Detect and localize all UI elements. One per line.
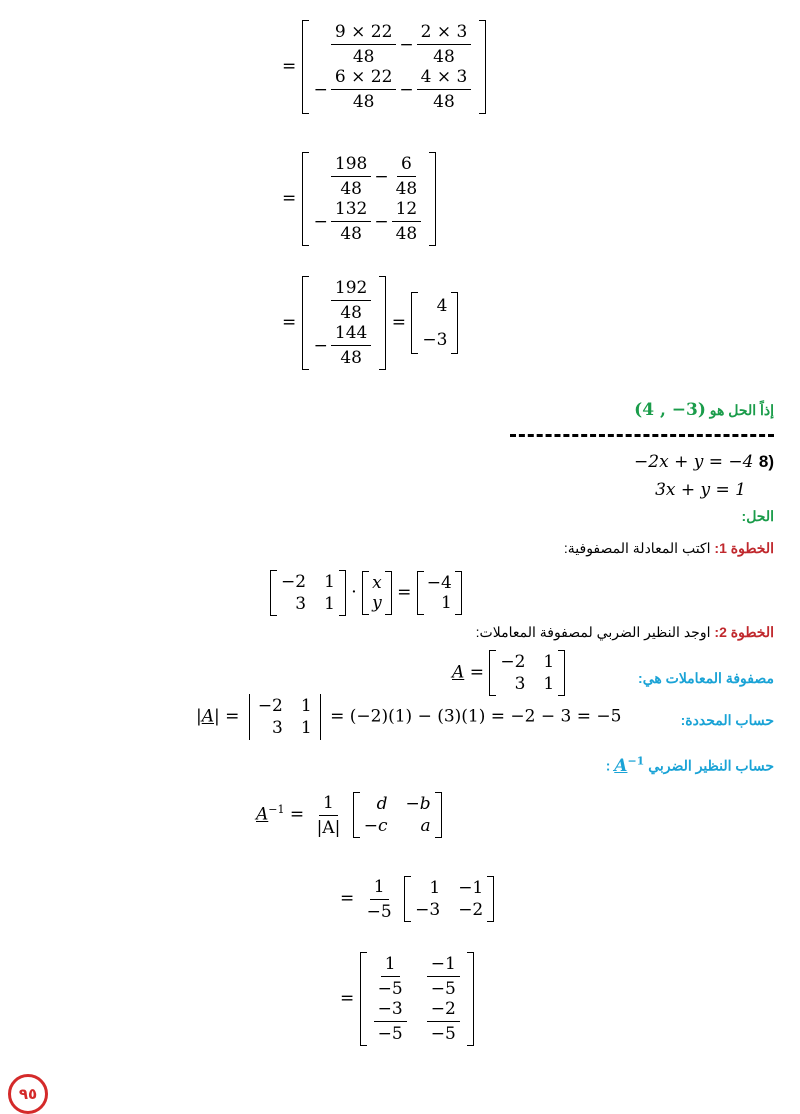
- equals-sign: =: [282, 56, 297, 77]
- matrix-name: A: [452, 662, 465, 683]
- fraction-denominator: 48: [395, 224, 418, 244]
- fraction-denominator: 48: [340, 348, 362, 368]
- step-label: الخطوة 2:: [714, 624, 774, 640]
- minus-sign: −: [399, 79, 414, 100]
- solution-heading: الحل:: [741, 508, 774, 524]
- fraction-numerator: −1: [427, 954, 460, 977]
- minus-sign: −: [374, 211, 389, 232]
- dot-operator: ·: [351, 582, 357, 603]
- determinant-label: حساب المحددة:: [680, 712, 774, 728]
- colon: :: [605, 757, 611, 774]
- fraction-denominator: 48: [352, 92, 375, 112]
- top-fraction-matrix: [282, 20, 486, 114]
- coeff-matrix-expression: [452, 650, 565, 696]
- matrix-name: A: [256, 804, 269, 825]
- step-text: اوجد النظير الضربي لمصفوفة المعاملات:: [475, 624, 711, 640]
- second-fraction-matrix: [282, 152, 436, 246]
- fraction-denominator: 48: [340, 224, 362, 244]
- matrix-name: A: [201, 706, 215, 727]
- equals-sign: =: [225, 706, 240, 727]
- solution-value: (4 , −3): [634, 400, 706, 420]
- fraction-numerator: −3: [374, 999, 407, 1022]
- section-divider: [510, 434, 774, 437]
- fraction-denominator: −5: [430, 1024, 456, 1044]
- fraction-denominator: 48: [395, 179, 418, 199]
- fraction-denominator: 48: [433, 47, 455, 67]
- adjugate-matrix: 1 −1 −3 −2: [404, 876, 494, 922]
- fraction-numerator: 2 × 3: [417, 22, 472, 45]
- fraction-numerator: 1: [370, 877, 389, 900]
- fraction-denominator: 48: [340, 303, 362, 323]
- fraction-numerator: 6: [397, 154, 416, 177]
- fraction-numerator: 9 × 22: [331, 22, 397, 45]
- equals-sign: =: [469, 662, 484, 683]
- inverse-formula: [256, 792, 442, 838]
- third-fraction-matrix: [282, 276, 458, 370]
- minus-sign: −: [313, 79, 328, 100]
- fraction-numerator: 12: [392, 199, 422, 222]
- vector-entry: 4: [436, 296, 448, 316]
- equals-sign: =: [340, 888, 355, 909]
- minus-sign: −: [399, 34, 414, 55]
- page-number: ٩٥: [18, 1085, 38, 1103]
- equals-sign: =: [340, 988, 355, 1009]
- fraction-numerator: −2: [427, 999, 460, 1022]
- equals-sign: =: [391, 312, 407, 333]
- fraction-numerator: 4 × 3: [417, 67, 472, 90]
- equation-2: 3x + y = 1: [655, 480, 746, 500]
- step-1: [564, 540, 774, 557]
- fraction-numerator: 132: [331, 199, 371, 222]
- coeff-matrix-label: مصفوفة المعاملات هي:: [638, 670, 774, 686]
- solution-label: إذاً الحل هو: [709, 402, 774, 418]
- page-number-badge: [8, 1074, 48, 1114]
- step-2: [476, 624, 774, 641]
- problem-equations: [634, 448, 774, 504]
- determinant-matrix: −2 1 3 1: [245, 694, 325, 740]
- inverse-heading-label: حساب النظير الضربي: [648, 757, 774, 774]
- fraction-numerator: 144: [331, 323, 371, 346]
- matrix-equation: [270, 570, 462, 616]
- inverse-numeric: [340, 876, 494, 922]
- problem-number: 8): [758, 452, 774, 471]
- fraction-denominator: −5: [430, 979, 456, 999]
- fraction-denominator: |A|: [316, 817, 341, 838]
- fraction-numerator: 192: [331, 278, 371, 301]
- coefficient-matrix: −2 1 3 1: [270, 570, 346, 616]
- matrix-name: A: [614, 755, 628, 776]
- fraction-denominator: 48: [340, 179, 362, 199]
- equals-sign: =: [282, 312, 297, 333]
- constant-vector: −4 1: [417, 571, 462, 615]
- solution-statement: [634, 400, 774, 420]
- equals-sign: =: [289, 804, 305, 825]
- fraction-denominator: −5: [377, 1024, 403, 1044]
- equals-sign: =: [397, 582, 412, 603]
- inverse-matrix: [360, 952, 474, 1046]
- bracket-matrix: [302, 20, 487, 114]
- determinant-expansion: = (−2)(1) − (3)(1) = −2 − 3 = −5: [330, 706, 622, 727]
- equation-1: −2x + y = −4: [634, 452, 754, 472]
- inverse-exponent: −1: [268, 802, 285, 816]
- inverse-heading: [606, 754, 774, 776]
- bracket-matrix: [302, 152, 437, 246]
- adjugate-matrix: d −b −c a: [353, 792, 442, 838]
- step-text: اكتب المعادلة المصفوفية:: [563, 540, 711, 556]
- result-vector: [411, 292, 458, 354]
- fraction-numerator: 6 × 22: [331, 67, 397, 90]
- fraction-denominator: −5: [377, 979, 403, 999]
- minus-sign: −: [313, 335, 328, 356]
- vector-entry: −3: [422, 330, 448, 350]
- bracket-matrix: [302, 276, 387, 370]
- fraction-denominator: 48: [433, 92, 455, 112]
- fraction-numerator: 1: [381, 954, 400, 977]
- step-label: الخطوة 1:: [714, 540, 774, 556]
- coefficient-matrix: −2 1 3 1: [489, 650, 565, 696]
- determinant-expression: |A| = −2 1 3 1 = (−2)(1) − (3)(1) = −2 − 3 = −5: [196, 696, 622, 738]
- inverse-exponent: −1: [627, 754, 645, 767]
- fraction-numerator: 198: [331, 154, 371, 177]
- fraction-denominator: 48: [352, 47, 375, 67]
- inverse-fraction-matrix: [340, 952, 474, 1046]
- minus-sign: −: [374, 166, 389, 187]
- equals-sign: =: [282, 188, 297, 209]
- minus-sign: −: [313, 211, 328, 232]
- fraction-denominator: −5: [366, 901, 392, 922]
- variable-vector: x y: [362, 571, 392, 615]
- fraction-numerator: 1: [319, 793, 338, 816]
